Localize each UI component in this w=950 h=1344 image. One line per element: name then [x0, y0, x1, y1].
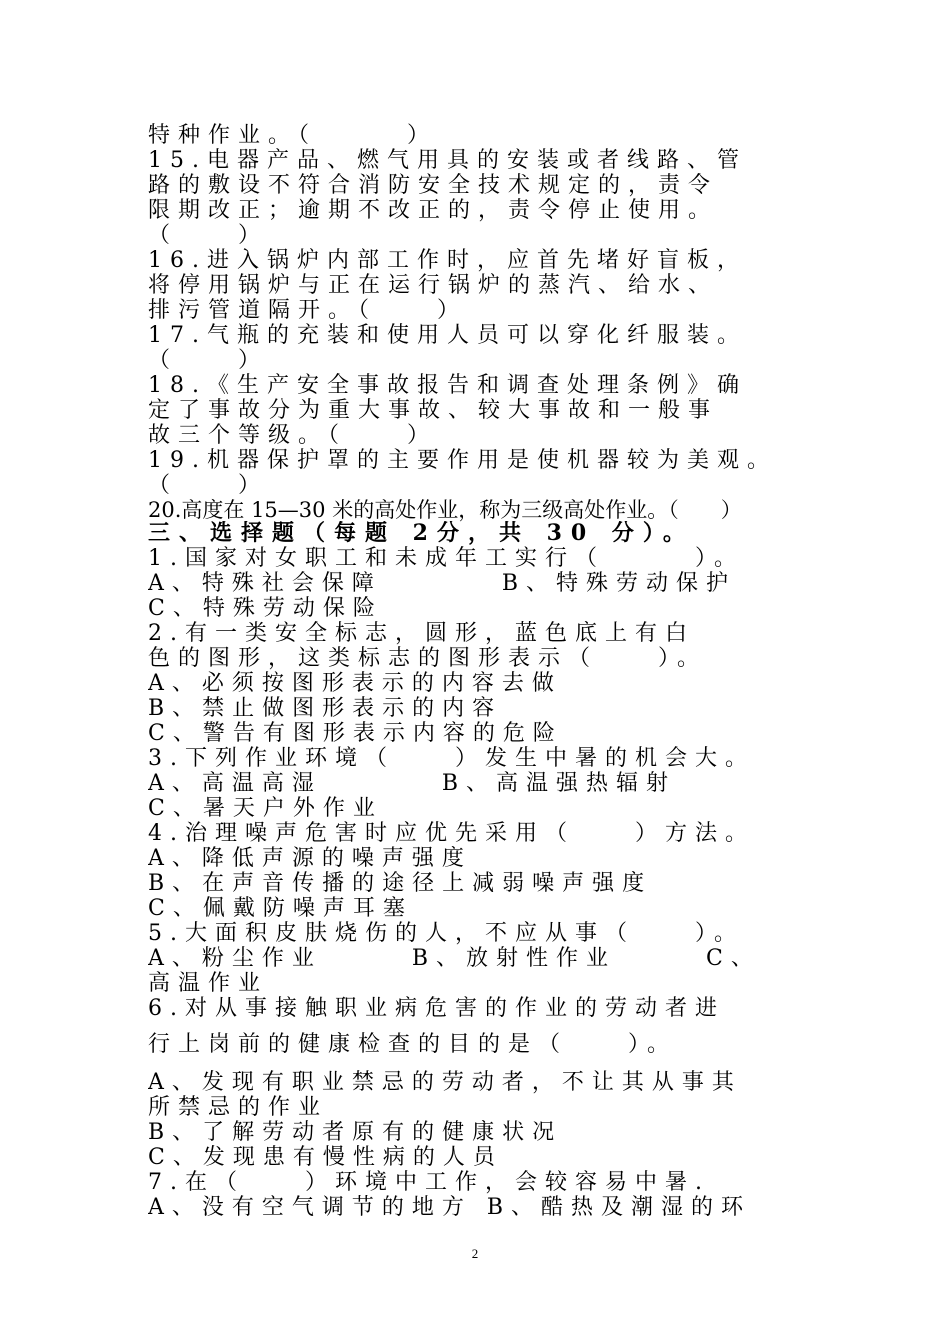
text-line: 限期改正；逾期不改正的，责令停止使用。 [148, 198, 719, 223]
choice-question-3: 3.下列作业环境（ ）发生中暑的机会大。 [148, 746, 755, 771]
text-line: 行上岗前的健康检查的目的是（ ）。 [148, 1032, 678, 1057]
choice-option: A、必须按图形表示的内容去做 [148, 671, 562, 696]
text-line: 故三个等级。（ ） [148, 423, 438, 448]
choice-options: A、粉尘作业 B、放射性作业 C、 [148, 946, 761, 971]
text-line: 排污管道隔开。（ ） [148, 298, 468, 323]
choice-option: A、发现有职业禁忌的劳动者，不让其从事其 [148, 1070, 742, 1095]
choice-option: C、警告有图形表示内容的危险 [148, 721, 563, 746]
choice-option: C、暑天户外作业 [148, 796, 383, 821]
choice-question-1: 1.国家对女职工和未成年工实行（ ）。 [148, 546, 744, 571]
text-line: 定了事故分为重大事故、较大事故和一般事 [148, 398, 719, 423]
answer-blank: （ ） [148, 348, 269, 373]
text-line: 将停用锅炉与正在运行锅炉的蒸汽、给水、 [148, 273, 719, 298]
page-number: 2 [471, 1246, 479, 1261]
question-17: 17.气瓶的充装和使用人员可以穿化纤服装。 [148, 323, 747, 348]
choice-option: B、了解劳动者原有的健康状况 [148, 1120, 563, 1145]
answer-blank: （ ） [148, 223, 269, 248]
choice-option: A、降低声源的噪声强度 [148, 846, 472, 871]
question-20: 20.高度在 15—30 米的高处作业，称为三级高处作业。（ ） [148, 498, 742, 522]
choice-option: B、在声音传播的途径上减弱噪声强度 [148, 871, 653, 896]
text-line: 特种作业。（ ） [148, 123, 438, 148]
choice-option: 高温作业 [148, 971, 269, 996]
text-line: 所禁忌的作业 [148, 1095, 329, 1120]
question-15: 15.电器产品、燃气用具的安装或者线路、管 [148, 148, 747, 173]
question-18: 18.《生产安全事故报告和调查处理条例》确 [148, 373, 747, 398]
choice-question-7: 7.在（ ）环境中工作，会较容易中暑. [148, 1170, 710, 1195]
question-16: 16.进入锅炉内部工作时，应首先堵好盲板， [148, 248, 747, 273]
choice-question-4: 4.治理噪声危害时应优先采用（ ）方法。 [148, 821, 755, 846]
choice-option: B、禁止做图形表示的内容 [148, 696, 503, 721]
choice-question-6: 6.对从事接触职业病危害的作业的劳动者进 [148, 996, 725, 1021]
answer-blank: （ ） [148, 473, 269, 498]
choice-options: A、高温高湿 B、高温强热辐射 [148, 771, 677, 796]
text-line: 路的敷设不符合消防安全技术规定的，责令 [148, 173, 719, 198]
choice-question-2: 2.有一类安全标志，圆形，蓝色底上有白 [148, 621, 695, 646]
choice-option: C、佩戴防噪声耳塞 [148, 896, 413, 921]
choice-question-5: 5.大面积皮肤烧伤的人，不应从事（ ）。 [148, 921, 744, 946]
choice-options: A、没有空气调节的地方 B、酷热及潮湿的环 [148, 1195, 752, 1220]
question-19: 19.机器保护罩的主要作用是使机器较为美观。 [148, 448, 777, 473]
choice-option: C、特殊劳动保险 [148, 596, 383, 621]
text-line: 色的图形，这类标志的图形表示（ ）。 [148, 646, 708, 671]
choice-option: C、发现患有慢性病的人员 [148, 1145, 503, 1170]
section-heading: 三、选择题（每题 2分，共 30 分）。 [148, 521, 694, 546]
choice-options: A、特殊社会保障 B、特殊劳动保护 [148, 571, 737, 596]
